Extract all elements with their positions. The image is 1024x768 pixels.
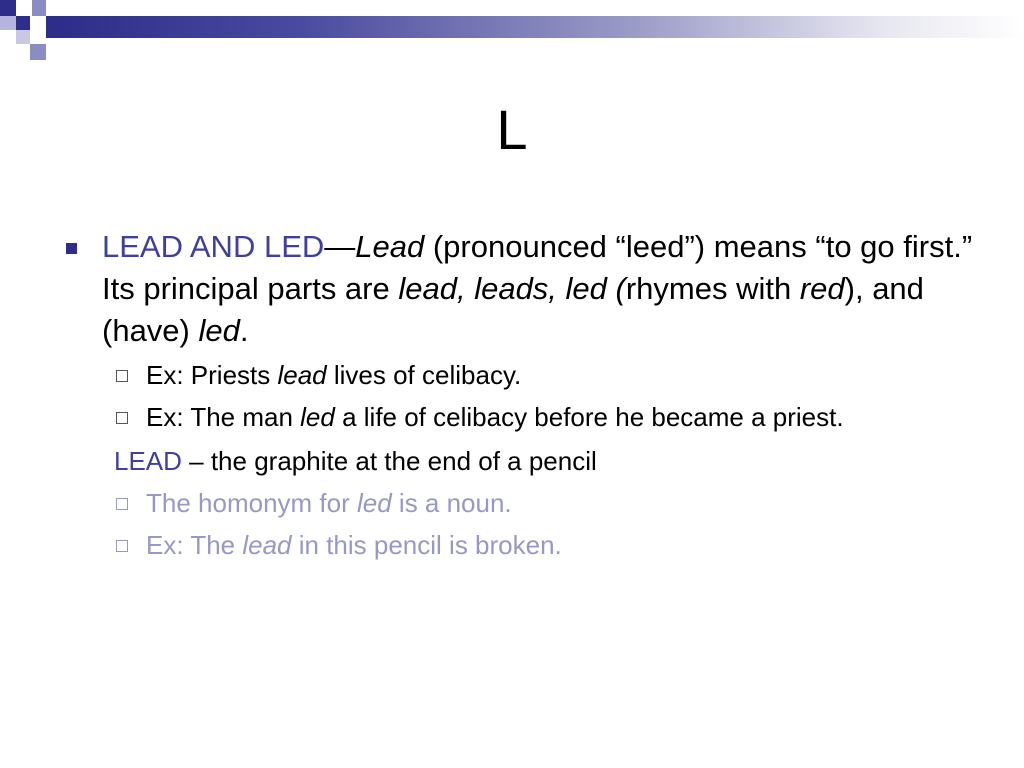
- noun-prefix: Ex: The: [146, 530, 243, 560]
- definition-text: (pronounced “leed”) means “to go first.” Its principal parts are: [102, 229, 973, 306]
- deco-square: [0, 16, 16, 30]
- term-lead-and-led: LEAD AND LED: [102, 229, 325, 264]
- word-red: red: [799, 271, 845, 306]
- example-suffix: a life of celibacy before he became a priest.: [334, 402, 844, 432]
- deco-square: [46, 0, 62, 16]
- main-bullet: [60, 226, 980, 352]
- deco-square: [16, 16, 30, 30]
- header-decoration: [0, 0, 1024, 70]
- deco-square: [32, 0, 46, 16]
- example-item: [60, 399, 980, 436]
- rhymes-text: rhymes with: [625, 271, 800, 306]
- em-dash: —: [324, 229, 356, 264]
- word-lead: Lead: [355, 229, 425, 264]
- term-lead: LEAD: [114, 446, 182, 476]
- noun-suffix: in this pencil is broken.: [291, 530, 562, 560]
- lead-noun-heading: [60, 443, 980, 480]
- deco-square: [16, 30, 30, 44]
- noun-word: lead: [242, 530, 292, 560]
- hollow-square-bullet-icon: [116, 412, 128, 424]
- noun-item: [60, 527, 980, 564]
- have-text: ), and (have): [102, 271, 924, 348]
- hollow-square-bullet-icon: [116, 498, 128, 510]
- noun-prefix: The homonym for: [146, 488, 357, 518]
- slide-body: [60, 226, 980, 564]
- deco-square: [30, 16, 46, 30]
- example-word: led: [300, 402, 335, 432]
- deco-square: [0, 0, 16, 16]
- example-prefix: Ex: Priests: [146, 360, 278, 390]
- period: .: [239, 313, 249, 348]
- square-bullet-icon: [66, 243, 77, 254]
- example-prefix: Ex: The man: [146, 402, 301, 432]
- example-word: lead: [277, 360, 327, 390]
- slide-title: L: [496, 98, 528, 161]
- deco-square: [46, 16, 60, 38]
- deco-square: [16, 0, 32, 16]
- hollow-square-bullet-icon: [116, 370, 128, 382]
- example-suffix: lives of celibacy.: [326, 360, 522, 390]
- lead-definition: – the graphite at the end of a pencil: [181, 446, 597, 476]
- example-item: [60, 357, 980, 394]
- noun-word: led: [356, 488, 392, 518]
- noun-item: [60, 485, 980, 522]
- deco-square: [30, 44, 46, 60]
- principal-parts: lead, leads, led (: [398, 271, 626, 306]
- hollow-square-bullet-icon: [116, 540, 128, 552]
- noun-suffix: is a noun.: [391, 488, 512, 518]
- header-gradient-band: [60, 16, 1024, 38]
- word-led: led: [198, 313, 240, 348]
